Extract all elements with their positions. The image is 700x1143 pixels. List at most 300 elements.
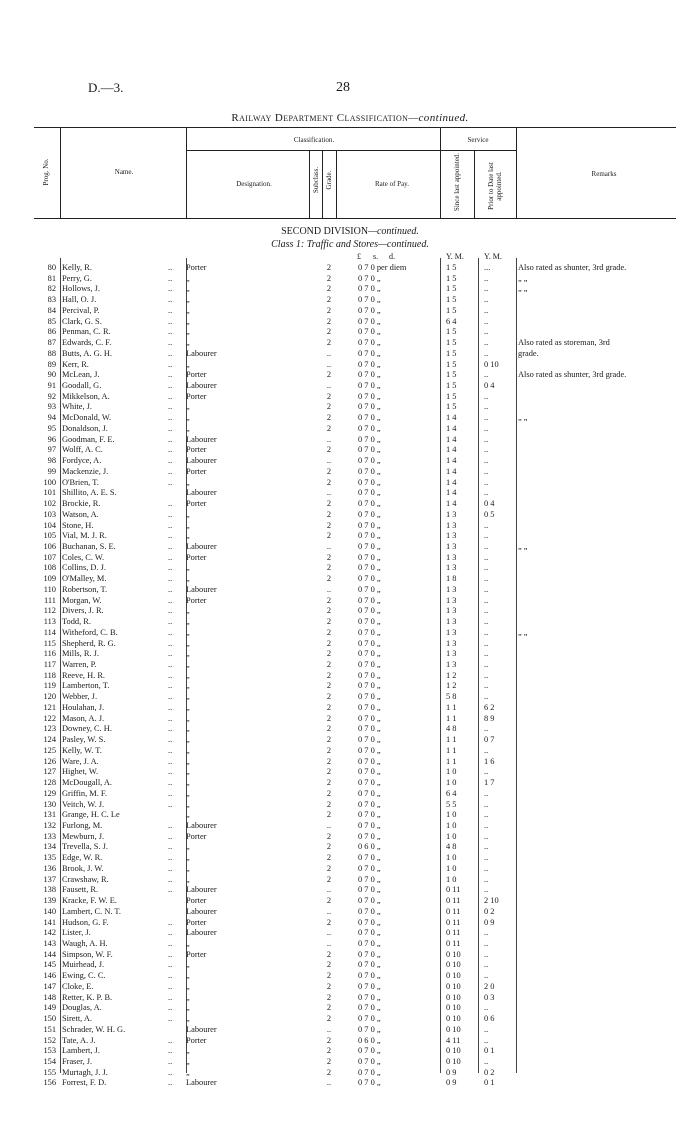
- subclass: 2: [326, 617, 332, 627]
- table-row: [0, 456, 700, 466]
- service-since: 1 3: [446, 584, 457, 594]
- service-since: 1 2: [446, 670, 457, 680]
- remarks: grade.: [518, 348, 539, 358]
- staff-name: Veitch, W. J.: [62, 799, 105, 809]
- staff-name: McDonald, W.: [62, 413, 112, 423]
- prog-no: 138: [43, 885, 56, 895]
- service-prior: ..: [484, 338, 489, 348]
- staff-name: Trevella, S. J.: [62, 842, 108, 852]
- staff-name: Mason, A. J.: [62, 713, 105, 723]
- designation: „: [186, 606, 190, 616]
- service-prior: ..: [484, 724, 489, 734]
- subclass: 2: [326, 724, 332, 734]
- service-since: 1 3: [446, 660, 457, 669]
- table-row: [0, 960, 700, 970]
- service-since: 1 2: [446, 681, 457, 691]
- section-title-suffix: —continued.: [368, 226, 419, 237]
- rate-of-pay: 0 7 0 per diem: [358, 263, 407, 272]
- leader-dots: ..: [168, 638, 173, 648]
- prog-no: 80: [47, 263, 56, 272]
- service-since: 1 4: [446, 477, 457, 487]
- table-row: [0, 875, 700, 885]
- subclass: 2: [326, 391, 332, 401]
- staff-name: Kerr, R.: [62, 359, 89, 369]
- rate-of-pay: 0 7 0 „: [358, 960, 381, 970]
- designation: Labourer: [186, 928, 217, 938]
- service-since: 1 3: [446, 649, 457, 659]
- prog-no: 145: [43, 960, 56, 970]
- designation: „: [186, 853, 190, 863]
- prog-no: 126: [43, 756, 56, 766]
- leader-dots: ..: [168, 1003, 173, 1013]
- staff-name: Fraser, J.: [62, 1057, 93, 1067]
- service-since: 1 4: [446, 488, 457, 498]
- service-prior: ..: [484, 348, 489, 358]
- designation: Labourer: [186, 1078, 217, 1088]
- prog-no: 82: [47, 284, 56, 294]
- staff-name: Forrest, F. D.: [62, 1078, 107, 1088]
- staff-name: Watson, A.: [62, 509, 99, 519]
- table-row: [0, 392, 700, 402]
- table-row: [0, 306, 700, 316]
- service-prior: ..: [484, 842, 489, 852]
- designation: „: [186, 938, 190, 948]
- table-row: [0, 971, 700, 981]
- leader-dots: ..: [168, 971, 173, 981]
- subclass: 2: [326, 917, 332, 927]
- subclass: 2: [326, 606, 332, 616]
- header-designation: Designation.: [236, 180, 272, 188]
- service-prior: 0 1: [484, 1078, 495, 1088]
- table-row: [0, 402, 700, 412]
- staff-name: Mewburn, J.: [62, 831, 105, 841]
- subclass: 2: [326, 1035, 332, 1045]
- designation: „: [186, 767, 190, 777]
- leader-dots: ..: [168, 413, 173, 423]
- staff-name: Crawshaw, R.: [62, 874, 109, 884]
- leader-dots: ..: [168, 874, 173, 884]
- leader-dots: ..: [168, 1057, 173, 1067]
- service-prior: 0 10: [484, 359, 499, 369]
- table-row: [0, 381, 700, 391]
- subclass: 2: [326, 638, 332, 648]
- staff-name: Reeve, H. R.: [62, 670, 106, 680]
- staff-name: Houlahan, J.: [62, 702, 105, 712]
- table-row: [0, 317, 700, 327]
- designation: „: [186, 423, 190, 433]
- table-row: [0, 574, 700, 584]
- service-prior: ..: [484, 284, 489, 294]
- designation: „: [186, 327, 190, 337]
- service-prior: ..: [484, 820, 489, 830]
- staff-name: O'Brien, T.: [62, 477, 99, 487]
- table-row: [0, 842, 700, 852]
- prog-no: 97: [47, 445, 56, 455]
- service-prior: ..: [484, 488, 489, 498]
- designation: Porter: [186, 263, 207, 272]
- designation: Labourer: [186, 1024, 217, 1034]
- column-header-block: [34, 127, 676, 219]
- prog-no: 112: [43, 606, 56, 616]
- leader-dots: ..: [168, 552, 173, 562]
- prog-no: 122: [43, 713, 56, 723]
- prog-no: 124: [43, 735, 56, 745]
- table-row: [0, 800, 700, 810]
- service-prior: ..: [484, 681, 489, 691]
- leader-dots: ..: [168, 885, 173, 895]
- service-prior: ..: [484, 1057, 489, 1067]
- staff-name: Lamberton, T.: [62, 681, 110, 691]
- table-row: [0, 327, 700, 337]
- section-class: Class 1: Traffic and Stores—continued.: [271, 239, 429, 250]
- subclass: ..: [326, 928, 332, 938]
- service-since: 1 5: [446, 402, 457, 412]
- service-prior: ..: [484, 1024, 489, 1034]
- table-row: [0, 757, 700, 767]
- subclass: 2: [326, 370, 332, 380]
- table-row: [0, 596, 700, 606]
- service-prior: ..: [484, 584, 489, 594]
- service-prior: ..: [484, 595, 489, 605]
- remarks: Also rated as storeman, 3rd: [518, 338, 610, 348]
- staff-name: Highet, W.: [62, 767, 99, 777]
- rate-of-pay: 0 7 0 „: [358, 627, 381, 637]
- subclass: 2: [326, 284, 332, 294]
- rate-of-pay: 0 7 0 „: [358, 713, 381, 723]
- unit-pound: £: [357, 252, 361, 261]
- service-prior: ..: [484, 831, 489, 841]
- staff-name: Kelly, R.: [62, 263, 92, 272]
- service-prior: ..: [484, 670, 489, 680]
- staff-name: Ewing, C. C.: [62, 971, 106, 981]
- table-row: [0, 1057, 700, 1067]
- service-prior: ..: [484, 520, 489, 530]
- leader-dots: ..: [168, 713, 173, 723]
- subclass: 2: [326, 788, 332, 798]
- rate-of-pay: 0 7 0 „: [358, 305, 381, 315]
- service-prior: 2 10: [484, 896, 499, 906]
- rate-of-pay: 0 7 0 „: [358, 520, 381, 530]
- table-row: [0, 832, 700, 842]
- table-row: [0, 939, 700, 949]
- service-prior: ..: [484, 949, 489, 959]
- designation: Labourer: [186, 885, 217, 895]
- staff-name: Butts, A. G. H.: [62, 348, 113, 358]
- service-since: 1 3: [446, 638, 457, 648]
- service-since: 1 3: [446, 595, 457, 605]
- table-row: [0, 1036, 700, 1046]
- service-since: 1 5: [446, 263, 457, 272]
- service-prior: ..: [484, 627, 489, 637]
- subclass: 2: [326, 896, 332, 906]
- designation: „: [186, 702, 190, 712]
- prog-no: 116: [43, 649, 56, 659]
- designation: Porter: [186, 391, 207, 401]
- rate-of-pay: 0 7 0 „: [358, 584, 381, 594]
- rate-of-pay: 0 7 0 „: [358, 1057, 381, 1067]
- service-since: 1 0: [446, 831, 457, 841]
- subclass: 2: [326, 692, 332, 702]
- staff-name: Waugh, A. H.: [62, 938, 108, 948]
- designation: Labourer: [186, 348, 217, 358]
- staff-name: Sirett, A.: [62, 1014, 93, 1024]
- rate-of-pay: 0 7 0 „: [358, 606, 381, 616]
- rate-of-pay: 0 7 0 „: [358, 820, 381, 830]
- leader-dots: ..: [168, 305, 173, 315]
- table-row: [0, 649, 700, 659]
- leader-dots: ..: [168, 1035, 173, 1045]
- service-since: 1 5: [446, 370, 457, 380]
- leader-dots: ..: [168, 466, 173, 476]
- service-since: 0 9: [446, 1067, 457, 1077]
- remarks: „ „: [518, 413, 528, 423]
- service-prior: ..: [484, 316, 489, 326]
- header-subclass: Subclass.: [312, 166, 320, 194]
- service-prior: ..: [484, 456, 489, 466]
- rate-of-pay: 0 7 0 „: [358, 359, 381, 369]
- staff-name: Lambert, J.: [62, 1046, 100, 1056]
- designation: „: [186, 735, 190, 745]
- table-row: [0, 413, 700, 423]
- service-prior: ..: [484, 391, 489, 401]
- rate-of-pay: 0 7 0 „: [358, 874, 381, 884]
- title-main: Railway Department Classification: [231, 112, 409, 124]
- subclass: 2: [326, 810, 332, 820]
- header-since: Since last appointed.: [453, 152, 461, 212]
- service-prior: ..: [484, 745, 489, 755]
- rate-of-pay: 0 7 0 „: [358, 799, 381, 809]
- leader-dots: ..: [168, 670, 173, 680]
- service-since: 0 9: [446, 1078, 457, 1088]
- leader-dots: ..: [168, 960, 173, 970]
- prog-no: 125: [43, 745, 56, 755]
- leader-dots: ..: [168, 617, 173, 627]
- prog-no: 92: [47, 391, 56, 401]
- service-prior: 8 9: [484, 713, 495, 723]
- designation: Labourer: [186, 434, 217, 444]
- subclass: 2: [326, 305, 332, 315]
- service-since: 1 0: [446, 874, 457, 884]
- service-prior: 1 7: [484, 778, 495, 788]
- service-since: 4 8: [446, 724, 457, 734]
- prog-no: 132: [43, 820, 56, 830]
- service-since: 1 0: [446, 853, 457, 863]
- service-prior: ..: [484, 810, 489, 820]
- remarks: „ „: [518, 627, 528, 637]
- rate-of-pay: 0 7 0 „: [358, 756, 381, 766]
- leader-dots: ..: [168, 863, 173, 873]
- leader-dots: ..: [168, 853, 173, 863]
- subclass: 2: [326, 778, 332, 788]
- subclass: 2: [326, 263, 332, 272]
- prog-no: 107: [43, 552, 56, 562]
- table-row: [0, 735, 700, 745]
- service-prior: ..: [484, 863, 489, 873]
- designation: „: [186, 960, 190, 970]
- prog-no: 153: [43, 1046, 56, 1056]
- designation: „: [186, 305, 190, 315]
- staff-name: Wolff, A. C.: [62, 445, 103, 455]
- prog-no: 130: [43, 799, 56, 809]
- staff-name: Goodman, F. E.: [62, 434, 115, 444]
- leader-dots: ..: [168, 370, 173, 380]
- leader-dots: ..: [168, 509, 173, 519]
- table-row: [0, 360, 700, 370]
- staff-name: Griffin, M. F.: [62, 788, 108, 798]
- table-row: [0, 563, 700, 573]
- service-prior: 0 2: [484, 1067, 495, 1077]
- service-prior: ..: [484, 402, 489, 412]
- leader-dots: ..: [168, 1046, 173, 1056]
- rate-of-pay: 0 7 0 „: [358, 552, 381, 562]
- rate-of-pay: 0 7 0 „: [358, 863, 381, 873]
- prog-no: 81: [47, 273, 56, 283]
- table-row: [0, 467, 700, 477]
- staff-name: Kracke, F. W. E.: [62, 896, 117, 906]
- table-row: [0, 284, 700, 294]
- service-prior: ..: [484, 928, 489, 938]
- service-prior: ..: [484, 552, 489, 562]
- service-since: 1 1: [446, 745, 457, 755]
- rate-of-pay: 0 7 0 „: [358, 391, 381, 401]
- service-prior: ..: [484, 799, 489, 809]
- staff-name: Pasley, W. S.: [62, 735, 106, 745]
- rate-of-pay: 0 7 0 „: [358, 949, 381, 959]
- header-prog-no: Prog. No.: [42, 158, 50, 186]
- table-row: [0, 295, 700, 305]
- subclass: 2: [326, 509, 332, 519]
- designation: Porter: [186, 917, 207, 927]
- prog-no: 136: [43, 863, 56, 873]
- rate-of-pay: 0 7 0 „: [358, 788, 381, 798]
- rate-of-pay: 0 7 0 „: [358, 735, 381, 745]
- designation: „: [186, 724, 190, 734]
- leader-dots: ..: [168, 520, 173, 530]
- designation: Labourer: [186, 488, 217, 498]
- page-number: 28: [336, 80, 350, 95]
- service-since: 0 10: [446, 1046, 461, 1056]
- rate-of-pay: 0 7 0 „: [358, 938, 381, 948]
- leader-dots: ..: [168, 949, 173, 959]
- service-since: 1 0: [446, 820, 457, 830]
- staff-name: Brockie, R.: [62, 499, 101, 509]
- subclass: 2: [326, 466, 332, 476]
- prog-no: 127: [43, 767, 56, 777]
- subclass: 2: [326, 574, 332, 584]
- table-row: [0, 510, 700, 520]
- rate-of-pay: 0 7 0 „: [358, 885, 381, 895]
- staff-name: Ware, J. A.: [62, 756, 99, 766]
- leader-dots: ..: [168, 799, 173, 809]
- designation: „: [186, 273, 190, 283]
- service-since: 0 10: [446, 1003, 461, 1013]
- staff-name: Brook, J. W.: [62, 863, 104, 873]
- leader-dots: ..: [168, 745, 173, 755]
- service-since: 1 4: [446, 466, 457, 476]
- remarks: Also rated as shunter, 3rd grade.: [518, 263, 627, 272]
- rate-of-pay: 0 7 0 „: [358, 1078, 381, 1088]
- service-prior: 0 2: [484, 906, 495, 916]
- prog-no: 96: [47, 434, 56, 444]
- table-row: [0, 1025, 700, 1035]
- table-row: [0, 810, 700, 820]
- table-row: [0, 724, 700, 734]
- service-since: 1 4: [446, 434, 457, 444]
- prog-no: 89: [47, 359, 56, 369]
- table-row: [0, 424, 700, 434]
- prog-no: 133: [43, 831, 56, 841]
- remarks: „ „: [518, 273, 528, 283]
- rate-of-pay: 0 7 0 „: [358, 499, 381, 509]
- table-row: [0, 499, 700, 509]
- subclass: 2: [326, 595, 332, 605]
- rate-of-pay: 0 7 0 „: [358, 595, 381, 605]
- subclass: ..: [326, 381, 332, 391]
- prog-no: 149: [43, 1003, 56, 1013]
- service-since: 1 5: [446, 338, 457, 348]
- rate-of-pay: 0 7 0 „: [358, 1067, 381, 1077]
- prog-no: 143: [43, 938, 56, 948]
- staff-name: Downey, C. H.: [62, 724, 112, 734]
- prog-no: 88: [47, 348, 56, 358]
- prog-no: 85: [47, 316, 56, 326]
- table-row: [0, 478, 700, 488]
- service-since: 5 8: [446, 692, 457, 702]
- table-row: [0, 606, 700, 616]
- service-prior: 0 1: [484, 1046, 495, 1056]
- service-prior: ..: [484, 649, 489, 659]
- staff-name: Mackenzie, J.: [62, 466, 109, 476]
- leader-dots: ..: [168, 606, 173, 616]
- rate-of-pay: 0 7 0 „: [358, 434, 381, 444]
- leader-dots: ..: [168, 456, 173, 466]
- designation: „: [186, 402, 190, 412]
- rate-of-pay: 0 7 0 „: [358, 316, 381, 326]
- designation: Porter: [186, 445, 207, 455]
- subclass: ..: [326, 434, 332, 444]
- subclass: ..: [326, 456, 332, 466]
- rate-of-pay: 0 7 0 „: [358, 670, 381, 680]
- table-row: [0, 521, 700, 531]
- designation: „: [186, 477, 190, 487]
- service-prior: ..: [484, 563, 489, 573]
- subclass: 2: [326, 477, 332, 487]
- rate-of-pay: 0 7 0 „: [358, 338, 381, 348]
- prog-no: 106: [43, 541, 56, 551]
- leader-dots: ..: [168, 359, 173, 369]
- prog-no: 123: [43, 724, 56, 734]
- prog-no: 118: [43, 670, 56, 680]
- service-prior: ..: [484, 1035, 489, 1045]
- table-row: [0, 1068, 700, 1078]
- designation: „: [186, 520, 190, 530]
- leader-dots: ..: [168, 423, 173, 433]
- table-row: [0, 639, 700, 649]
- designation: „: [186, 810, 190, 820]
- subclass: 2: [326, 273, 332, 283]
- leader-dots: ..: [168, 627, 173, 637]
- prog-no: 147: [43, 981, 56, 991]
- leader-dots: ..: [168, 735, 173, 745]
- table-row: [0, 435, 700, 445]
- section-title: [0, 226, 700, 237]
- prog-no: 148: [43, 992, 56, 1002]
- service-since: 0 10: [446, 1057, 461, 1067]
- rate-of-pay: 0 7 0 „: [358, 327, 381, 337]
- prog-no: 83: [47, 295, 56, 305]
- service-prior: 0 3: [484, 992, 495, 1002]
- table-row: [0, 821, 700, 831]
